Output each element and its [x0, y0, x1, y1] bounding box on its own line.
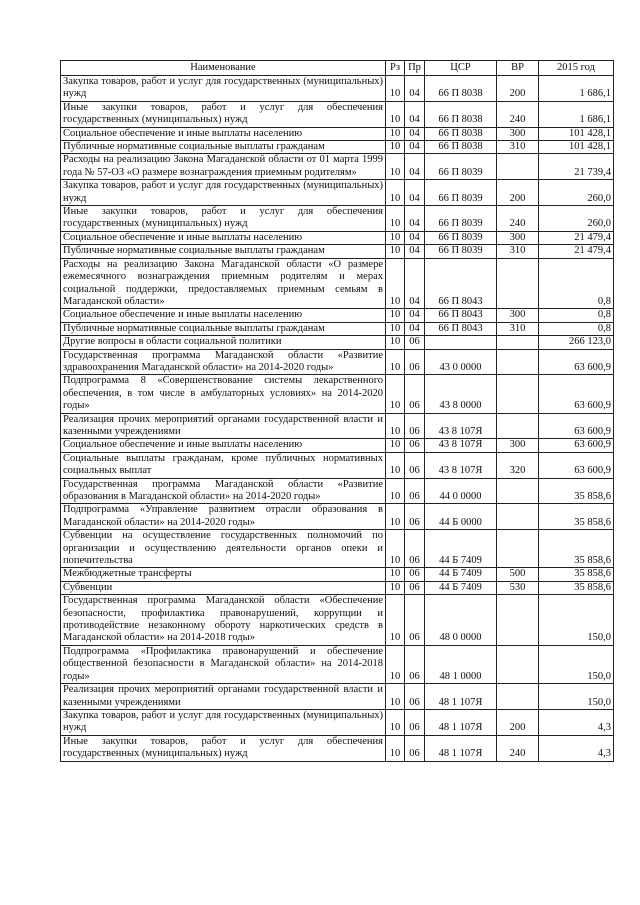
cell-name: Закупка товаров, работ и услуг для государственных (муниципальных) нужд [61, 709, 386, 735]
cell-pr: 06 [405, 581, 425, 594]
cell-rz: 10 [386, 645, 405, 683]
cell-amount: 63 600,9 [539, 452, 614, 478]
table-row [61, 530, 614, 568]
cell-vr: 300 [497, 439, 539, 452]
cell-pr: 06 [405, 530, 425, 568]
cell-pr: 04 [405, 322, 425, 335]
cell-amount: 150,0 [539, 684, 614, 710]
table-row [61, 336, 614, 349]
cell-vr [497, 504, 539, 530]
table-row [61, 154, 614, 180]
cell-amount: 0,8 [539, 258, 614, 309]
cell-rz: 10 [386, 336, 405, 349]
cell-name: Субвенции на осуществление государственных полномочий по организации и осуществлению деятельности органов опеки и попечительства [61, 530, 386, 568]
cell-name: Социальное обеспечение и иные выплаты населению [61, 309, 386, 322]
cell-csr: 66 П 8038 [425, 101, 497, 127]
cell-csr: 66 П 8039 [425, 245, 497, 258]
cell-name: Иные закупки товаров, работ и услуг для обеспечения государственных (муниципальных) нужд [61, 206, 386, 232]
cell-rz: 10 [386, 375, 405, 413]
cell-vr: 320 [497, 452, 539, 478]
cell-pr: 06 [405, 645, 425, 683]
cell-csr: 66 П 8039 [425, 206, 497, 232]
table-row [61, 735, 614, 761]
cell-csr: 44 Б 7409 [425, 581, 497, 594]
table-row [61, 231, 614, 244]
cell-vr: 310 [497, 322, 539, 335]
cell-vr: 300 [497, 127, 539, 140]
table-row [61, 581, 614, 594]
cell-csr: 43 8 0000 [425, 375, 497, 413]
cell-amount: 1 686,1 [539, 76, 614, 102]
cell-rz: 10 [386, 452, 405, 478]
cell-rz: 10 [386, 581, 405, 594]
cell-rz: 10 [386, 349, 405, 375]
cell-amount: 21 739,4 [539, 154, 614, 180]
cell-rz: 10 [386, 709, 405, 735]
cell-vr: 200 [497, 76, 539, 102]
cell-pr: 06 [405, 452, 425, 478]
cell-pr: 04 [405, 101, 425, 127]
cell-pr: 06 [405, 349, 425, 375]
cell-pr: 04 [405, 309, 425, 322]
cell-rz: 10 [386, 101, 405, 127]
cell-rz: 10 [386, 413, 405, 439]
cell-amount: 1 686,1 [539, 101, 614, 127]
cell-amount: 101 428,1 [539, 141, 614, 154]
cell-name: Социальное обеспечение и иные выплаты населению [61, 127, 386, 140]
cell-pr: 04 [405, 245, 425, 258]
cell-pr: 06 [405, 413, 425, 439]
table-row [61, 413, 614, 439]
cell-amount: 266 123,0 [539, 336, 614, 349]
cell-rz: 10 [386, 478, 405, 504]
cell-vr [497, 595, 539, 646]
cell-csr: 66 П 8043 [425, 322, 497, 335]
table-row [61, 478, 614, 504]
cell-csr: 44 Б 7409 [425, 568, 497, 581]
cell-name: Государственная программа Магаданской области «Развитие образования в Магаданской области» на 2014-2020 годы» [61, 478, 386, 504]
cell-name: Государственная программа Магаданской области «Обеспечение безопасности, профилактика правонарушений, коррупции и противодействие незаконному обороту наркотических средств в Магаданской области» на 2014-2018 годы» [61, 595, 386, 646]
cell-vr: 500 [497, 568, 539, 581]
header-name: Наименование [61, 61, 386, 76]
cell-vr [497, 645, 539, 683]
table-row [61, 101, 614, 127]
cell-csr: 66 П 8038 [425, 76, 497, 102]
cell-vr [497, 258, 539, 309]
cell-vr [497, 349, 539, 375]
cell-vr: 240 [497, 206, 539, 232]
cell-csr: 48 0 0000 [425, 595, 497, 646]
table-row [61, 452, 614, 478]
cell-name: Подпрограмма «Управление развитием отрасли образования в Магаданской области» на 2014-2020 годы» [61, 504, 386, 530]
cell-name: Расходы на реализацию Закона Магаданской области от 01 марта 1999 года № 57-ОЗ «О размере вознаграждения приемным родителям» [61, 154, 386, 180]
cell-csr: 66 П 8038 [425, 141, 497, 154]
cell-name: Субвенции [61, 581, 386, 594]
cell-csr: 48 1 107Я [425, 709, 497, 735]
table-row [61, 375, 614, 413]
cell-pr: 04 [405, 231, 425, 244]
cell-name: Публичные нормативные социальные выплаты гражданам [61, 141, 386, 154]
table-row [61, 568, 614, 581]
cell-csr: 66 П 8039 [425, 231, 497, 244]
cell-amount: 0,8 [539, 322, 614, 335]
cell-rz: 10 [386, 127, 405, 140]
cell-vr: 200 [497, 709, 539, 735]
cell-pr: 06 [405, 439, 425, 452]
cell-rz: 10 [386, 231, 405, 244]
table-row [61, 504, 614, 530]
cell-pr: 06 [405, 735, 425, 761]
header-vr: ВР [497, 61, 539, 76]
cell-amount: 0,8 [539, 309, 614, 322]
cell-pr: 04 [405, 76, 425, 102]
cell-amount: 150,0 [539, 645, 614, 683]
table-row [61, 76, 614, 102]
cell-pr: 06 [405, 684, 425, 710]
cell-pr: 06 [405, 709, 425, 735]
cell-csr: 66 П 8043 [425, 309, 497, 322]
cell-rz: 10 [386, 141, 405, 154]
cell-vr [497, 530, 539, 568]
cell-rz: 10 [386, 504, 405, 530]
cell-rz: 10 [386, 206, 405, 232]
cell-name: Социальные выплаты гражданам, кроме публичных нормативных социальных выплат [61, 452, 386, 478]
document-page [60, 60, 613, 762]
table-row [61, 439, 614, 452]
cell-csr [425, 336, 497, 349]
cell-amount: 101 428,1 [539, 127, 614, 140]
cell-csr: 66 П 8039 [425, 154, 497, 180]
cell-vr [497, 375, 539, 413]
cell-csr: 44 Б 7409 [425, 530, 497, 568]
table-row [61, 258, 614, 309]
cell-amount: 35 858,6 [539, 504, 614, 530]
cell-vr: 240 [497, 101, 539, 127]
cell-amount: 150,0 [539, 595, 614, 646]
cell-csr: 44 0 0000 [425, 478, 497, 504]
cell-amount: 260,0 [539, 206, 614, 232]
cell-csr: 48 1 107Я [425, 684, 497, 710]
cell-name: Иные закупки товаров, работ и услуг для обеспечения государственных (муниципальных) нужд [61, 101, 386, 127]
cell-pr: 06 [405, 375, 425, 413]
cell-name: Другие вопросы в области социальной политики [61, 336, 386, 349]
cell-vr [497, 684, 539, 710]
budget-table [60, 60, 614, 762]
cell-name: Социальное обеспечение и иные выплаты населению [61, 439, 386, 452]
cell-csr: 43 8 107Я [425, 413, 497, 439]
cell-rz: 10 [386, 245, 405, 258]
cell-name: Публичные нормативные социальные выплаты гражданам [61, 245, 386, 258]
cell-pr: 04 [405, 180, 425, 206]
table-row [61, 645, 614, 683]
cell-rz: 10 [386, 684, 405, 710]
cell-name: Социальное обеспечение и иные выплаты населению [61, 231, 386, 244]
cell-vr: 300 [497, 309, 539, 322]
cell-amount: 63 600,9 [539, 413, 614, 439]
cell-rz: 10 [386, 735, 405, 761]
cell-vr: 310 [497, 141, 539, 154]
cell-rz: 10 [386, 530, 405, 568]
cell-amount: 21 479,4 [539, 245, 614, 258]
cell-rz: 10 [386, 258, 405, 309]
cell-rz: 10 [386, 154, 405, 180]
cell-vr: 300 [497, 231, 539, 244]
cell-pr: 06 [405, 568, 425, 581]
header-rz: Рз [386, 61, 405, 76]
cell-name: Межбюджетные трансферты [61, 568, 386, 581]
cell-rz: 10 [386, 180, 405, 206]
cell-name: Подпрограмма «Профилактика правонарушений и обеспечение общественной безопасности в Магаданской области» на 2014-2018 годы» [61, 645, 386, 683]
cell-amount: 35 858,6 [539, 478, 614, 504]
cell-name: Государственная программа Магаданской области «Развитие здравоохранения Магаданской области» на 2014-2020 годы» [61, 349, 386, 375]
table-row [61, 349, 614, 375]
table-row [61, 309, 614, 322]
cell-amount: 63 600,9 [539, 375, 614, 413]
cell-pr: 06 [405, 595, 425, 646]
cell-csr: 48 1 107Я [425, 735, 497, 761]
header-pr: Пр [405, 61, 425, 76]
cell-rz: 10 [386, 595, 405, 646]
cell-vr [497, 154, 539, 180]
cell-rz: 10 [386, 568, 405, 581]
cell-name: Публичные нормативные социальные выплаты гражданам [61, 322, 386, 335]
cell-name: Расходы на реализацию Закона Магаданской области «О размере ежемесячного вознаграждения приемным родителям и мерах социальной поддержки, предоставляемых приемным семьям в Магаданской области» [61, 258, 386, 309]
header-csr: ЦСР [425, 61, 497, 76]
cell-pr: 06 [405, 504, 425, 530]
table-header-row [61, 61, 614, 76]
table-body [61, 76, 614, 762]
cell-vr [497, 336, 539, 349]
cell-vr [497, 478, 539, 504]
cell-vr: 240 [497, 735, 539, 761]
table-row [61, 180, 614, 206]
cell-vr: 310 [497, 245, 539, 258]
cell-rz: 10 [386, 76, 405, 102]
table-row [61, 127, 614, 140]
header-year: 2015 год [539, 61, 614, 76]
cell-csr: 48 1 0000 [425, 645, 497, 683]
cell-pr: 06 [405, 336, 425, 349]
cell-pr: 04 [405, 206, 425, 232]
cell-csr: 66 П 8043 [425, 258, 497, 309]
cell-vr [497, 413, 539, 439]
cell-amount: 4,3 [539, 735, 614, 761]
cell-csr: 43 8 107Я [425, 439, 497, 452]
table-row [61, 141, 614, 154]
table-row [61, 709, 614, 735]
cell-csr: 44 Б 0000 [425, 504, 497, 530]
cell-name: Подпрограмма 8 «Совершенствование системы лекарственного обеспечения, в том числе в амбулаторных условиях» на 2014-2020 годы» [61, 375, 386, 413]
cell-amount: 21 479,4 [539, 231, 614, 244]
table-row [61, 684, 614, 710]
cell-csr: 43 0 0000 [425, 349, 497, 375]
cell-amount: 63 600,9 [539, 439, 614, 452]
cell-name: Закупка товаров, работ и услуг для государственных (муниципальных) нужд [61, 180, 386, 206]
cell-pr: 04 [405, 127, 425, 140]
cell-pr: 04 [405, 154, 425, 180]
cell-name: Реализация прочих мероприятий органами государственной власти и казенными учреждениями [61, 413, 386, 439]
cell-name: Закупка товаров, работ и услуг для государственных (муниципальных) нужд [61, 76, 386, 102]
cell-pr: 04 [405, 141, 425, 154]
cell-amount: 35 858,6 [539, 581, 614, 594]
cell-vr: 200 [497, 180, 539, 206]
cell-amount: 35 858,6 [539, 530, 614, 568]
cell-csr: 66 П 8038 [425, 127, 497, 140]
cell-vr: 530 [497, 581, 539, 594]
cell-csr: 66 П 8039 [425, 180, 497, 206]
cell-name: Иные закупки товаров, работ и услуг для обеспечения государственных (муниципальных) нужд [61, 735, 386, 761]
cell-rz: 10 [386, 439, 405, 452]
table-row [61, 595, 614, 646]
cell-amount: 4,3 [539, 709, 614, 735]
cell-csr: 43 8 107Я [425, 452, 497, 478]
cell-amount: 35 858,6 [539, 568, 614, 581]
cell-rz: 10 [386, 322, 405, 335]
cell-rz: 10 [386, 309, 405, 322]
cell-pr: 04 [405, 258, 425, 309]
cell-amount: 63 600,9 [539, 349, 614, 375]
table-row [61, 206, 614, 232]
cell-name: Реализация прочих мероприятий органами государственной власти и казенными учреждениями [61, 684, 386, 710]
cell-amount: 260,0 [539, 180, 614, 206]
table-row [61, 322, 614, 335]
cell-pr: 06 [405, 478, 425, 504]
table-row [61, 245, 614, 258]
